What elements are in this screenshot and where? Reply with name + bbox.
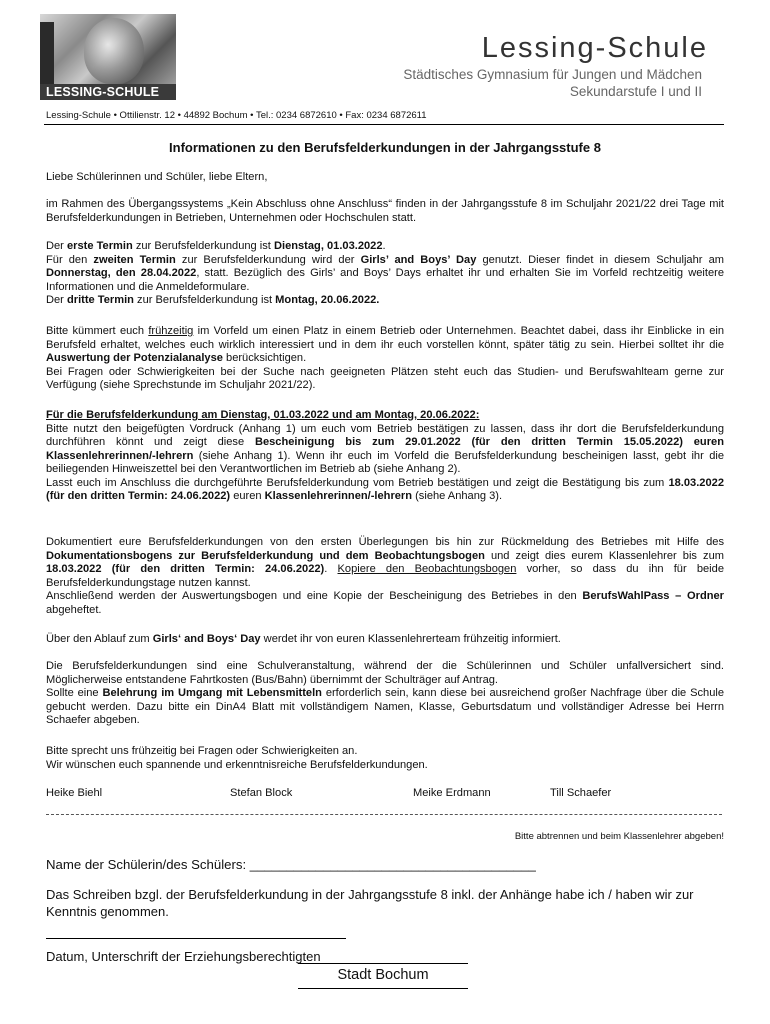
dates-line-1: Der erste Termin zur Berufsfelderkundung ist Dienstag, 01.03.2022. [46, 240, 386, 252]
school-logo [40, 14, 176, 100]
portrait-image [84, 18, 144, 84]
paragraph-closing: Bitte sprecht uns frühzeitig bei Fragen oder Schwierigkeiten an. Wir wünschen euch spannende und erkenntnisreiche Berufsfelderkundungen. [46, 745, 428, 771]
paragraph-intro: im Rahmen des Übergangssystems „Kein Abschluss ohne Anschluss“ finden in der Jahrgangsstufe 8 im Schuljahr 2021/22 drei Tage mit Berufsfelderkundungen in Betrieben, Unternehmen oder Hochschulen statt. [46, 198, 724, 224]
signature-name: Heike Biehl [46, 787, 103, 799]
logo-text: LESSING-SCHULE [46, 85, 160, 99]
dates-line-3: Der dritte Termin zur Berufsfelderkundung ist Montag, 20.06.2022. [46, 294, 380, 306]
signature-name: Stefan Block [230, 787, 293, 799]
paragraph-dates [46, 240, 724, 308]
signature-name: Meike Erdmann [413, 787, 491, 799]
stamp-rule-top [298, 963, 468, 964]
paragraph-girls-boys-day: Über den Ablauf zum Girls‘ and Boys‘ Day werdet ihr von euren Klassenlehrerteam frühzeitig informiert. [46, 633, 561, 645]
student-name-field[interactable]: Name der Schülerin/des Schülers: _______________________________________ [46, 857, 536, 872]
paragraph-form: Für die Berufsfelderkundung am Dienstag, 01.03.2022 und am Montag, 20.06.2022: Bitte nutzt den beigefügten Vordruck (Anhang 1) um euch vom Betrieb bestätigen zu lassen, dass ihr dort die Berufsfelderkundung durchführen könnt und zeigt diese Bescheinigung bis zum 29.01.2022 (für den dritten Termin 15.05.2022) euren Klassenlehrerinnen/-lehrern (siehe Anhang 1). Wenn ihr euch im Vorfeld die Berufsfelderkundung bescheinigen lasst, gebt ihr die beiliegenden Hinweiszettel bei den Verantwortlichen im Betrieb ab (siehe Anhang 2). Lasst euch im Anschluss die durchgeführte Berufsfelderkundung vom Betrieb bestätigen und zeigt die Bestätigung bis zum 18.03.2022 (für den dritten Termin: 24.06.2022) euren Klassenlehrerinnen/-lehrern (siehe Anhang 3). [46, 409, 724, 502]
paragraph-insurance: Die Berufsfelderkundungen sind eine Schulveranstaltung, während der die Schülerinnen und Schüler unfallversichert sind. Möglicherweise entstandene Fahrtkosten (Bus/Bahn) übernimmt der Schulträger auf Antrag. Sollte eine Belehrung im Umgang mit Lebensmitteln erforderlich sein, kann diese bei ausreichend großer Nachfrage über die Schule gebucht werden. Dazu bitte ein DinA4 Blatt mit vollständigem Namen, Klasse, Geburtsdatum und vollständiger Adresse bei Herrn Schaefer abgeben. [46, 660, 724, 726]
tear-off-line [46, 814, 722, 815]
stamp-rule-bottom [298, 988, 468, 989]
school-subtitle-1: Städtisches Gymnasium für Jungen und Mädchen [403, 67, 702, 82]
date-signature-label: Datum, Unterschrift der Erziehungsberechtigten [46, 949, 321, 964]
stamp-label: Stadt Bochum [337, 967, 429, 983]
dates-line-2: Für den zweiten Termin zur Berufsfelderkundung wird der Girls’ and Boys’ Day genutzt. Dieser findet in diesem Schuljahr am Donnerstag, den 28.04.2022, statt. Bezüglich des Girls’ and Boys’ Days erhaltet ihr und erhalten Sie im Vorfeld rechtzeitig weitere Informationen und die Anmeldeformulare. [46, 253, 724, 293]
school-name: Lessing-Schule [481, 32, 708, 64]
header-divider [44, 124, 724, 125]
acknowledgement-text: Das Schreiben bzgl. der Berufsfelderkundung in der Jahrgangsstufe 8 inkl. der Anhänge habe ich / haben wir zur Kenntnis genommen. [46, 887, 694, 919]
greeting: Liebe Schülerinnen und Schüler, liebe Eltern, [46, 171, 268, 183]
signature-line[interactable] [46, 938, 346, 939]
signature-name: Till Schaefer [550, 787, 612, 799]
paragraph-early: Bitte kümmert euch frühzeitig im Vorfeld um einen Platz in einem Betrieb oder Unternehmen. Beachtet dabei, dass ihr Einblicke in ein Berufsfeld erhaltet, welches euch wirklich interessiert und in dem ihr euch vorstellen könnt, später tätig zu sein. Hierbei solltet ihr die Auswertung der Potenzialanalyse berücksichtigen. Bei Fragen oder Schwierigkeiten bei der Suche nach geeigneten Plätzen steht euch das Studien- und Berufswahlteam gerne zur Verfügung (siehe Sprechstunde im Schuljahr 2021/22). [46, 325, 724, 391]
document-title: Informationen zu den Berufsfelderkundungen in der Jahrgangsstufe 8 [169, 140, 601, 155]
tear-off-note: Bitte abtrennen und beim Klassenlehrer abgeben! [514, 831, 724, 842]
address-line: Lessing-Schule • Ottilienstr. 12 • 44892 Bochum • Tel.: 0234 6872610 • Fax: 0234 6872611 [46, 110, 427, 121]
paragraph-documentation: Dokumentiert eure Berufsfelderkundungen von den ersten Überlegungen bis hin zur Rückmeldung des Betriebes mit Hilfe des Dokumentationsbogens zur Berufsfelderkundung und dem Beobachtungsbogen und zeigt dies eurem Klassenlehrer bis zum 18.03.2022 (für den dritten Termin: 24.06.2022). Kopiere den Beobachtungsbogen vorher, so dass du ihn für beide Berufsfelderkundungstage nutzen kannst. Anschließend werden der Auswertungsbogen und eine Kopie der Bescheinigung des Betriebes in den BerufsWahlPass – Ordner abgeheftet. [46, 536, 724, 616]
school-subtitle-2: Sekundarstufe I und II [569, 84, 702, 99]
